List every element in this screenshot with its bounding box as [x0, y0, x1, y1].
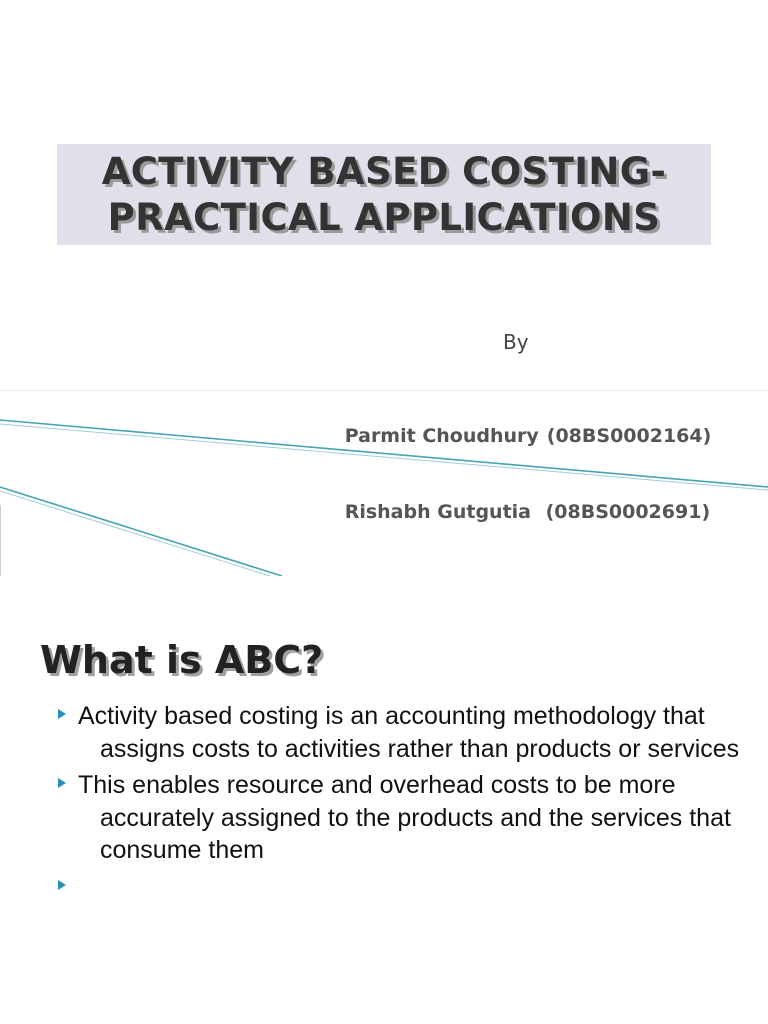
title-line-1: ACTIVITY BASED COSTING-	[101, 150, 667, 193]
author-name: Parmit Choudhury	[344, 424, 539, 447]
title-line-2: PRACTICAL APPLICATIONS	[107, 196, 661, 239]
author-row	[305, 475, 717, 552]
author-roll-number: (08BS0002691)	[545, 501, 711, 523]
content-slide	[0, 576, 768, 1024]
bullet-arrow-icon	[58, 709, 66, 719]
decor-line-bottom-shadow	[0, 491, 270, 576]
author-row	[305, 398, 717, 475]
bullet-text: This enables resource and overhead costs to be more accurately assigned to the products and the services that consume them	[78, 771, 731, 864]
author-roll-number: (08BS0002164)	[546, 424, 712, 447]
bullet-list	[56, 700, 756, 907]
slide-title: What is ABC?	[40, 638, 324, 682]
bullet-item	[56, 871, 756, 903]
bullet-arrow-icon	[58, 880, 66, 890]
bullet-item	[56, 769, 756, 867]
bullet-arrow-icon	[58, 778, 66, 788]
author-name: Rishabh Gutgutia	[344, 501, 538, 523]
decor-line-bottom	[0, 487, 282, 576]
bullet-text: Activity based costing is an accounting methodology that assigns costs to activities rather than products or services	[78, 702, 740, 763]
bullet-item	[56, 700, 756, 765]
by-label: By	[503, 330, 529, 354]
